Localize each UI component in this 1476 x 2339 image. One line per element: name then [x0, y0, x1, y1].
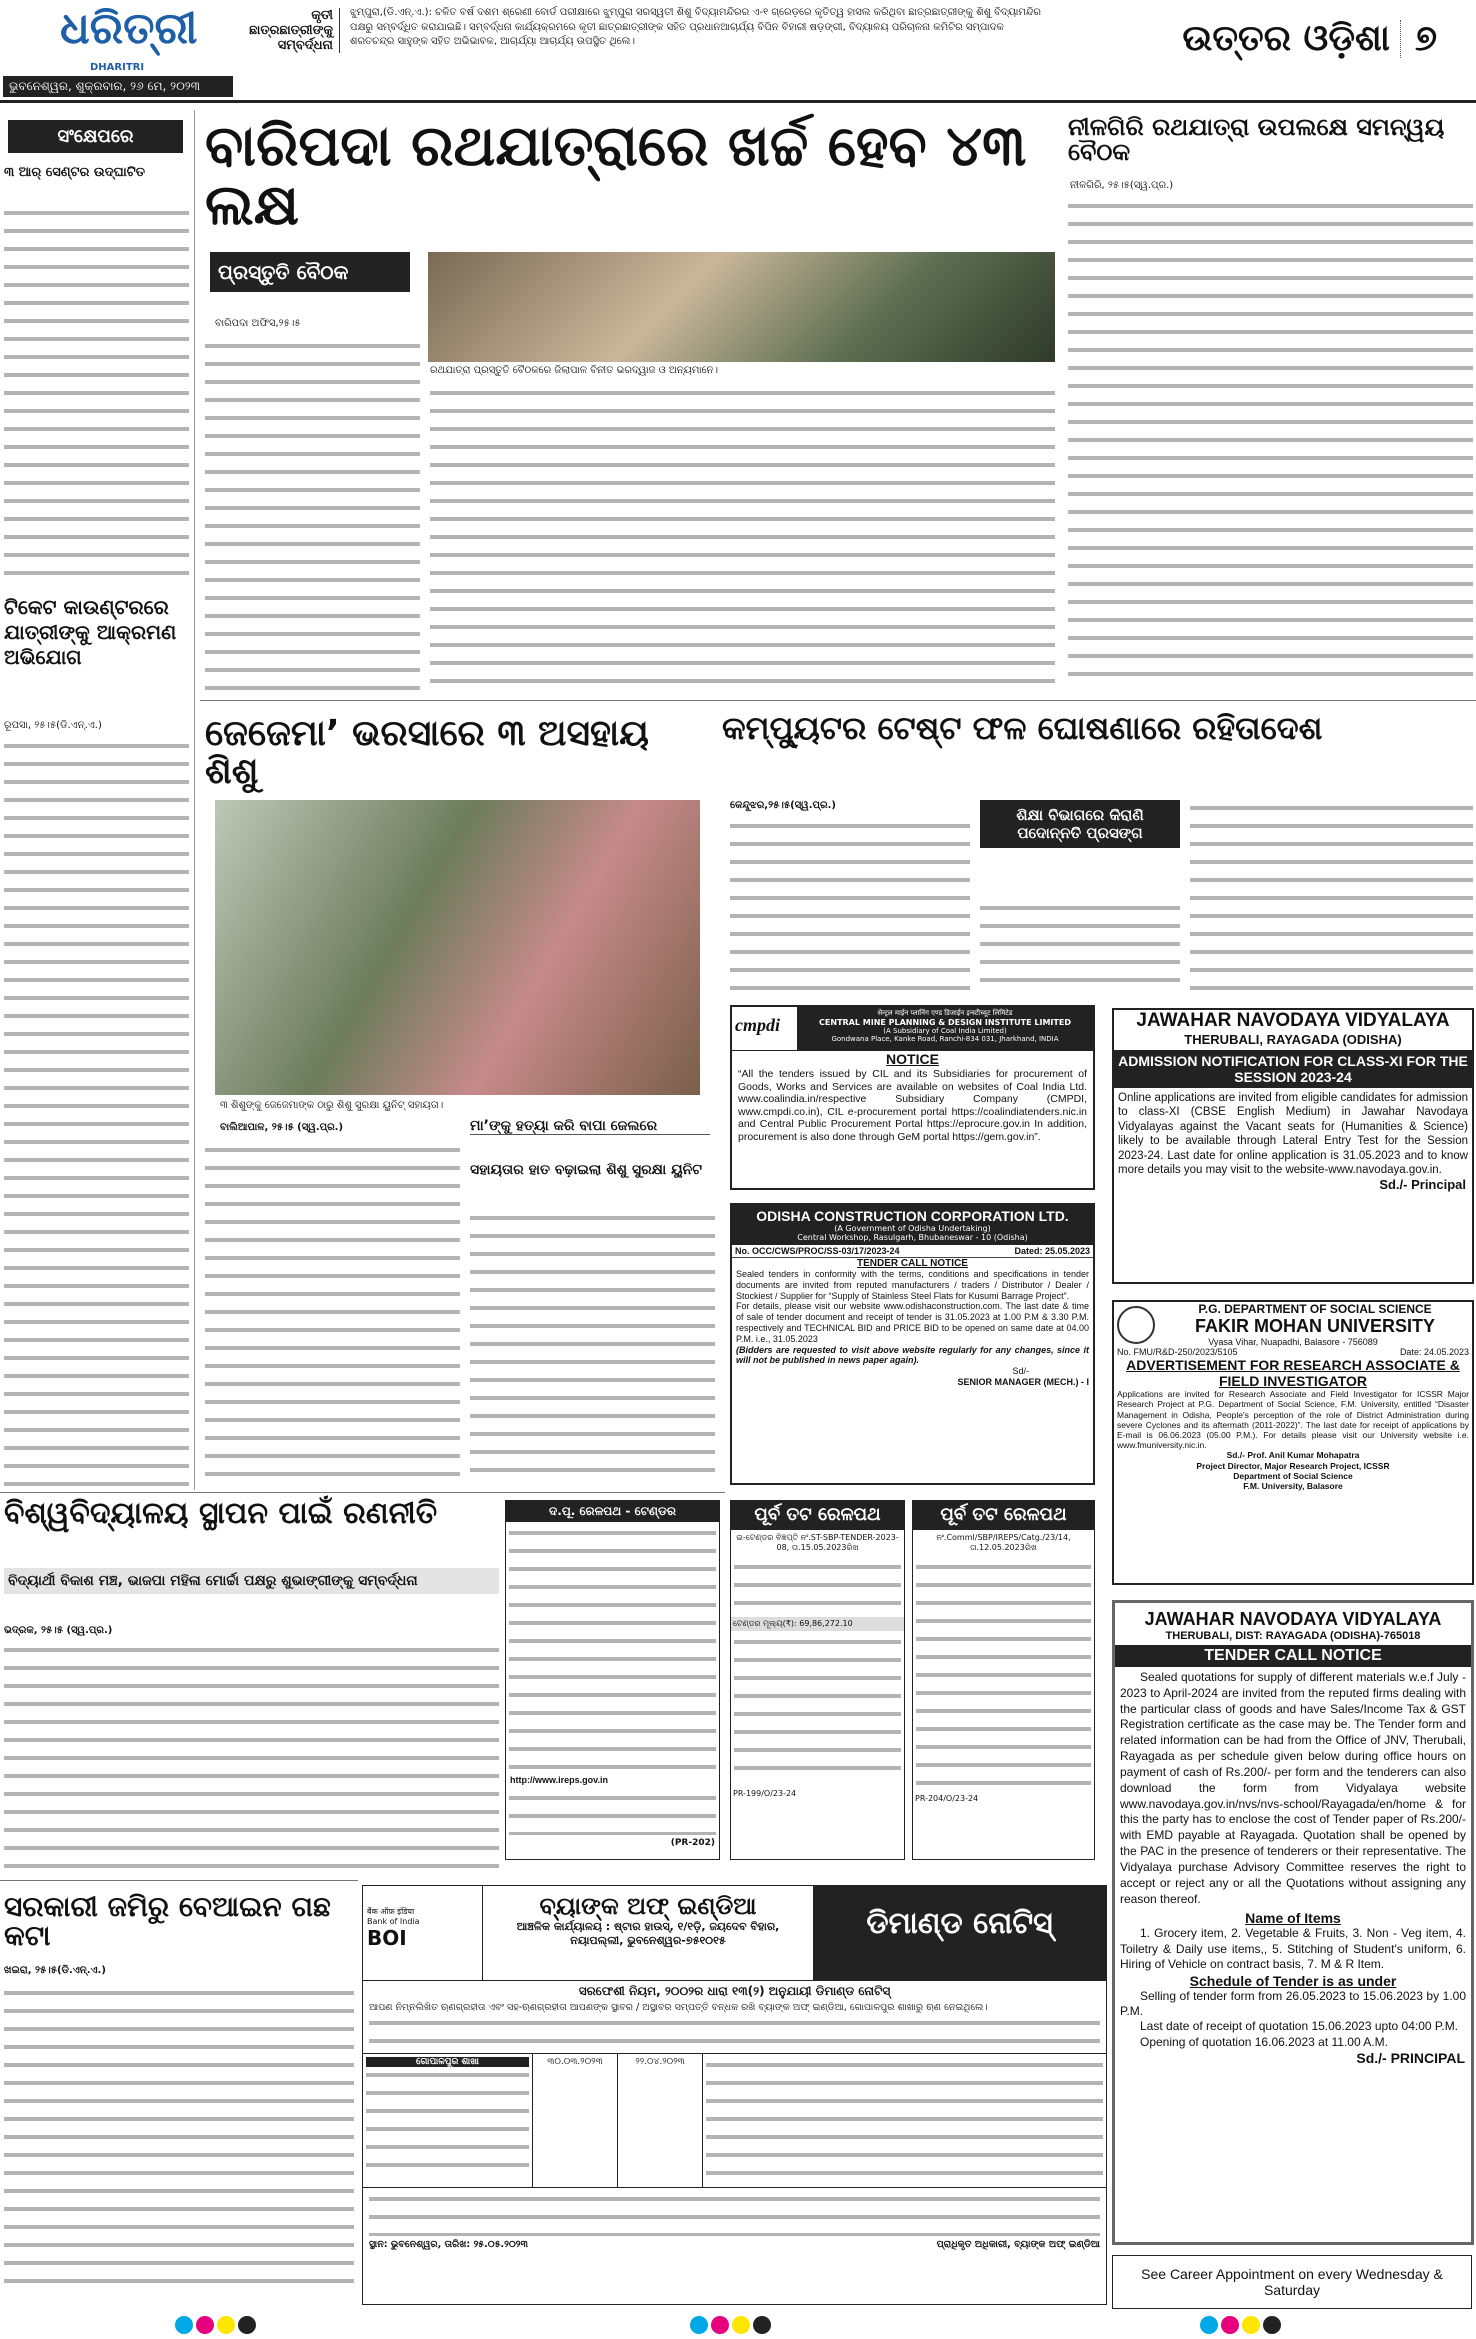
headline-university: ବିଶ୍ୱବିଦ୍ୟାଳୟ ସ୍ଥାପନ ପାଇଁ ରଣନୀତି — [4, 1496, 438, 1531]
occ-sign: Sd/- — [1012, 1366, 1029, 1377]
boi-header — [363, 1886, 1106, 1981]
divider — [200, 700, 1476, 701]
occ-body-3: (Bidders are requested to visit above website regularly for any changes, since it will not be published in news paper again). — [736, 1344, 1089, 1366]
cmpdi-logo: cmpdi — [735, 1015, 780, 1035]
subhead: ବିଦ୍ୟାର୍ଥୀ ବିକାଶ ମଞ୍ଚ, ଭାଜପା ମହିଳା ମୋର୍ଚ୍ଚା ପକ୍ଷରୁ ଶୁଭାଙ୍ଗୀଙ୍କୁ ସମ୍ବର୍ଦ୍ଧନା — [4, 1568, 499, 1594]
items-title: Name of Items — [1245, 1910, 1341, 1927]
jnv-place: THERUBALI, DIST: RAYAGADA (ODISHA)-765018 — [1165, 1630, 1421, 1642]
story-body — [430, 385, 1055, 690]
boi-table — [363, 2053, 1106, 2188]
fmu-address: Vyasa Vihar, Nuapadhi, Balasore - 756089 — [1208, 1337, 1378, 1347]
ser-title: ଦ.ପୂ. ରେଳପଥ - ଟେଣ୍ଡର — [506, 1501, 719, 1522]
newspaper-logo-en: DHARITRI — [90, 62, 145, 73]
boi-npa-date: ୩୦.୦୩.୨୦୨୩ — [533, 2054, 618, 2187]
dateline: ନୀଳଗିରି, ୨୫।୫(ସ୍ୱ.ପ୍ର.) — [1070, 180, 1174, 191]
color-registration-marks — [0, 2316, 1476, 2336]
dateline: କେନ୍ଦୁଝର,୨୫।୫(ସ୍ୱ.ପ୍ର.) — [730, 800, 836, 811]
story-body — [1068, 198, 1473, 690]
boi-title: ଡିମାଣ୍ଡ ନୋଟିସ୍ — [813, 1886, 1106, 1980]
section-title: ଉତ୍ତର ଓଡ଼ିଶା — [1182, 18, 1390, 59]
boi-logo — [363, 1886, 483, 1980]
admission-title: ADMISSION NOTIFICATION FOR CLASS-XI FOR THE SESSION 2023-24 — [1114, 1050, 1472, 1088]
jnv-name: JAWAHAR NAVODAYA VIDYALAYA — [1136, 1010, 1450, 1031]
boi-office: ଆଞ୍ଚଳିକ କାର୍ଯ୍ୟାଳୟ : ଷ୍ଟାର ହାଉସ୍, ୧/୧ଡ଼ି, ଜୟଦେବ ବିହାର, ନୟାପଲ୍ଲୀ, ଭୁବନେଶ୍ୱର-୭୫୧୦୧୫ — [516, 1920, 780, 1947]
boi-logo-en: Bank of India — [367, 1917, 420, 1926]
fmu-sign-1: Sd./- Prof. Anil Kumar Mohapatra — [1226, 1450, 1360, 1461]
ad-ecor-2 — [912, 1500, 1095, 1860]
ad-occ — [730, 1203, 1095, 1485]
schedule-item: Opening of quotation 16.06.2023 at 11.00 A.M. — [1140, 2034, 1388, 2049]
divider — [0, 1880, 358, 1881]
occ-body-1: Sealed tenders in conformity with the terms, conditions and specifications in tender documents are invited from reputed manufacturers / traders / Distributor / Dealer / Stockiest / Supplier for “Supply of Stainless Steel Flats for Kusumi Barrage Project”. — [736, 1269, 1089, 1301]
cmpdi-address: Gondwana Place, Kanke Road, Ranchi-834 031, Jharkhand, INDIA — [831, 1035, 1059, 1043]
tender-title: TENDER CALL NOTICE — [1115, 1645, 1471, 1667]
boi-place-date: ସ୍ଥାନ: ଭୁବନେଶ୍ୱର, ତାରିଖ: ୨୫.୦୫.୨୦୨୩ — [369, 2239, 528, 2250]
occ-signatory: SENIOR MANAGER (MECH.) - I — [957, 1376, 1089, 1387]
occ-date: Dated: 25.05.2023 — [1014, 1246, 1090, 1256]
cmpdi-name-block — [797, 1007, 1093, 1050]
notice-body: “All the tenders issued by CIL and its Subsidiaries for procurement of Goods, Works and Services are available on websites of Coal India Ltd. www.coalindia.in/respective Subsidiary Company (CMPDI, www.cmpdi.co.in), CIL e-procurement portal https://coalindiatenders.nic.in and Central Public Procurement Portal https://eprocure.gov.in In addition, procurement is also done through GeM portal https://gem.gov.in”. — [738, 1068, 1087, 1143]
boi-branch: ଗୋପାଳପୁର ଶାଖା — [366, 2057, 529, 2067]
teaser-text: ଝୁମ୍ପୁରା,(ଡି.ଏନ୍.ଏ.): ଚଳିତ ବର୍ଷ ଦଶମ ଶ୍ରେଣୀ ବୋର୍ଡ ପରୀକ୍ଷାରେ ଝୁମ୍ପୁରା ସରସ୍ୱତୀ ଶିଶୁ ବିଦ୍ୟାମନ୍ଦିରର ଏ-୧ ଗ୍ରେଡ଼ରେ କୃତିତ୍ୱ ହାସଲ କରିଥିବା ଛାତ୍ରଛାତ୍ରୀଙ୍କୁ ଶିଶୁ ବିଦ୍ୟାମନ୍ଦିର ପକ୍ଷରୁ ସମ୍ବର୍ଦ୍ଧିତ କରାଯାଇଛି। ସମ୍ବର୍ଦ୍ଧନା କାର୍ଯ୍ୟକ୍ରମରେ କୃତୀ ଛାତ୍ରଛାତ୍ରୀଙ୍କ ସହିତ ପ୍ରଧାନଆଚାର୍ଯ୍ୟ ବିପିନ ବିହାରୀ ଷଡ଼ଙ୍ଗୀ, ବିଦ୍ୟାଳୟ ପରିଚାଳନା କମିଟିର ସମ୍ପାଦକ ଶରତଚନ୍ଦ୍ର ସାହୁଙ୍କ ସହିତ ଅଭିଭାବକ, ଆଚାର୍ଯ୍ୟା ଆଚାର୍ଯ୍ୟ ଉପସ୍ଥିତ ଥିଲେ। — [350, 7, 1041, 47]
fmu-ref: No. FMU/R&D-250/2023/5105 — [1117, 1347, 1238, 1357]
story-body — [205, 1142, 460, 1485]
masthead — [0, 0, 1476, 98]
subhead: ମା’ଙ୍କୁ ହତ୍ୟା କରି ବାପା ଜେଲରେ — [470, 1118, 710, 1135]
fmu-sign-4: F.M. University, Balasore — [1243, 1480, 1343, 1491]
fmu-dept: P.G. DEPARTMENT OF SOCIAL SCIENCE — [1198, 1302, 1432, 1316]
notice-title: NOTICE — [886, 1051, 939, 1067]
occ-body — [732, 1269, 1093, 1388]
story-body — [205, 338, 420, 690]
story-body — [4, 1985, 354, 2292]
jnv-name: JAWAHAR NAVODAYA VIDYALAYA — [1144, 1609, 1442, 1629]
cyan-dot — [175, 2316, 193, 2334]
occ-address: Central Workshop, Rasulgarh, Bhubaneswar - 10 (Odisha) — [797, 1233, 1028, 1242]
occ-sub: (A Government of Odisha Undertaking) — [834, 1224, 991, 1233]
boi-logo-mark: BOI — [367, 1926, 407, 1950]
story-body — [730, 818, 970, 995]
newspaper-logo: ଧରିତ୍ରୀ — [60, 3, 198, 54]
story-body — [4, 1642, 499, 1870]
fmu-seal-icon — [1117, 1306, 1155, 1344]
boi-footer — [363, 2239, 1106, 2250]
fmu-date: Date: 24.05.2023 — [1399, 1347, 1469, 1357]
fmu-title: ADVERTISEMENT FOR RESEARCH ASSOCIATE & FIELD INVESTIGATOR — [1126, 1357, 1460, 1390]
ecor-body — [734, 1634, 901, 1784]
dateline: ବାରିପଦା ଅଫିସ,୨୫।୫ — [215, 318, 301, 329]
cmpdi-header — [732, 1007, 1093, 1051]
admission-sign: Sd./- Principal — [1379, 1177, 1466, 1193]
magenta-dot — [196, 2316, 214, 2334]
fmu-sign — [1114, 1450, 1472, 1491]
briefs-column — [0, 110, 195, 1490]
boi-name: ବ୍ୟାଙ୍କ ଅଫ୍ ଇଣ୍ଡିଆ — [539, 1892, 757, 1920]
brief-title: ୩ ଆର୍ ସେଣ୍ଟର ଉଦ୍‌ଘାଟିତ — [4, 165, 146, 180]
teaser-title: କୃତୀ ଛାତ୍ରଛାତ୍ରୀଙ୍କୁ ସମ୍ବର୍ଦ୍ଧନା — [240, 8, 340, 53]
cyan-dot — [690, 2316, 708, 2334]
ad-ecor-1 — [730, 1500, 905, 1860]
masthead-rule — [0, 100, 1476, 103]
ad-jnv-admission — [1112, 1008, 1474, 1284]
boi-notice-date: ୨୨.୦୪.୨୦୨୩ — [618, 2054, 703, 2187]
boi-branch-cell — [363, 2054, 533, 2187]
ser-body — [509, 1790, 716, 1835]
ser-url[interactable]: http://www.ireps.gov.in — [510, 1775, 608, 1785]
ad-ser-tender — [505, 1500, 720, 1860]
ecor-body — [916, 1559, 1091, 1789]
boi-body — [369, 2015, 1100, 2051]
boi-property-cell — [703, 2054, 1106, 2187]
photo-caption: ୩ ଶିଶୁଙ୍କୁ ଜେଜେମାଙ୍କ ଠାରୁ ଶିଶୁ ସୁରକ୍ଷା ୟୁନିଟ୍ ସହାୟତା। — [220, 1100, 444, 1111]
tender-body: Sealed quotations for supply of different materials w.e.f July - 2023 to April-2024 are invited from the reputed firms dealing with the particular class of goods and have Sales/Income Tax & GST Registration certificate as the case may be. The Tender form and related information can be had from the Office of JNV, Therubali, Rayagada as per schedule given below during office hours on payment of cash of Rs.200/- per form and the tenderers can also download the form from Vidyalaya website www.navodaya.gov.in/nvs/nvs-school/Rayagada/en/home & for this the party has to enclose the cost of Tender paper of Rs.200/- with EMD payable at Rayagada. Quotation shall be opened by the PAC in the presence of tenderers or their representative. The Vidyalaya purchase Advisory Committee reserves the right to accept or reject any or all the Quotations without assigning any reason thereof. — [1120, 1670, 1466, 1906]
story-body — [470, 1210, 715, 1485]
headline-computer-test: କମ୍ପ୍ୟୁଟର ଟେଷ୍ଟ ଫଳ ଘୋଷଣାରେ ରହିତାଦେଶ — [722, 709, 1323, 747]
ad-fmu — [1112, 1300, 1474, 1585]
schedule-item: Last date of receipt of quotation 15.06.2023 upto 04:00 P.M. — [1140, 2019, 1459, 2034]
schedule-title: Schedule of Tender is as under — [1189, 1972, 1397, 1989]
dateline: ଖଇରା, ୨୫।୫(ଡି.ଏନ୍.ଏ.) — [4, 1965, 106, 1976]
page-number: ୭ — [1400, 20, 1470, 58]
yellow-dot — [217, 2316, 235, 2334]
black-dot — [1263, 2316, 1281, 2334]
fmu-ref-row — [1114, 1347, 1472, 1357]
story-body — [1190, 800, 1473, 995]
boi-intro: ଆପଣ ନିମ୍ନଲିଖିତ ଋଣଗ୍ରହୀତା ଏବଂ ସହ-ଋଣଗ୍ରହୀତା ଆପଣଙ୍କ ସ୍ଥାବର / ଅସ୍ଥାବର ସମ୍ପତ୍ତି ବନ୍ଧକ ରଖି ବ୍ୟାଙ୍କ ଅଫ୍ ଇଣ୍ଡିଆ, ଗୋପାଳପୁର ଶାଖାରୁ ଋଣ ନେଇଥିଲେ। — [369, 2002, 988, 2013]
ecor-body — [734, 1559, 901, 1614]
headline-baripada-rathayatra: ବାରିପଦା ରଥଯାତ୍ରାରେ ଖର୍ଚ୍ଚ ହେବ ୪୩ ଲକ୍ଷ — [205, 114, 1027, 238]
yellow-dot — [1242, 2316, 1260, 2334]
ad-cmpdi — [730, 1005, 1095, 1190]
ecor-ref: ଇ-ଟେଣ୍ଡର ବିଜ୍ଞପ୍ତି ନଂ.ST-SBP-TENDER-2023-08, ତା.15.05.2023ରିଖ — [736, 1532, 899, 1552]
occ-ref-row — [732, 1245, 1093, 1258]
ser-code: (PR-202) — [670, 1838, 715, 1848]
tender-sign: Sd./- PRINCIPAL — [1356, 2049, 1465, 2066]
ecor-ref: ନଂ.Comml/SBP/IREPS/Catg./23/14, ତା.12.05.2023ରିଖ — [936, 1532, 1071, 1552]
fmu-name: FAKIR MOHAN UNIVERSITY — [1194, 1316, 1435, 1336]
ecor-code: PR-199/O/23-24 — [733, 1788, 797, 1798]
headline-nilagiri: ନୀଳଗିରି ରଥଯାତ୍ରା ଉପଲକ୍ଷେ ସମନ୍ୱୟ ବୈଠକ — [1068, 113, 1445, 167]
boi-name-block — [483, 1886, 813, 1980]
ser-body — [509, 1525, 716, 1770]
ecor-title: ପୂର୍ବ ତଟ ରେଳପଥ — [731, 1501, 904, 1530]
items-list: 1. Grocery item, 2. Vegetable & Fruits, 3. Non - Veg item, 4. Toiletry & Daily use items,, 5. Stitching of Student's uniform, 6. Hiring of Vehicle on contract basis, 7. M & R Item. — [1120, 1926, 1466, 1972]
occ-body-2: For details, please visit our website www.odishaconstruction.com. The last date & time of sale of tender document and receipt of tender is 31.05.2023 at 1.00 P.M & 3.30 P.M. respectively and TECHNICAL BID and PRICE BID to be opened on same date at 04.00 P.M. i.e., 31.05.2023 — [736, 1301, 1089, 1344]
ecor-cost: ଟେଣ୍ଡର ମୂଲ୍ୟ(₹): 69,86,272.10 — [731, 1617, 904, 1631]
children-photo — [215, 800, 700, 1095]
cyan-dot — [1200, 2316, 1218, 2334]
story-body — [980, 900, 1180, 995]
headline-jejema: ଜେଜେମା’ ଭରସାରେ ୩ ଅସହାୟ ଶିଶୁ — [205, 713, 649, 792]
kicker: ଶିକ୍ଷା ବିଭାଗରେ କିରାଣି ପଦୋନ୍ନତି ପ୍ରସଙ୍ଗ — [980, 800, 1180, 848]
meeting-photo — [428, 252, 1055, 362]
boi-subtitle: ସରଫେଶୀ ନିୟମ, ୨୦୦୨ର ଧାରା ୧୩(୨) ଅନୁଯାୟୀ ଡିମାଣ୍ଡ ନୋଟିସ୍ — [578, 1984, 891, 1998]
cmpdi-name: CENTRAL MINE PLANNING & DESIGN INSTITUTE LIMITED — [819, 1018, 1071, 1027]
subhead: ସହାୟତାର ହାତ ବଢ଼ାଇଲା ଶିଶୁ ସୁରକ୍ଷା ୟୁନିଟ — [470, 1162, 702, 1178]
dateline: ବାଲିଆପାଳ, ୨୫।୫ (ସ୍ୱ.ପ୍ର.) — [220, 1122, 344, 1133]
boi-signatory: ପ୍ରାଧିକୃତ ଅଧିକାରୀ, ବ୍ୟାଙ୍କ ଅଫ୍ ଇଣ୍ଡିଆ — [936, 2239, 1100, 2250]
edition-dateline: ଭୁବନେଶ୍ୱର, ଶୁକ୍ରବାର, ୨୬ ମେ, ୨୦୨୩ — [3, 76, 233, 97]
photo-caption: ରଥଯାତ୍ରା ପ୍ରସ୍ତୁତି ବୈଠକରେ ଜିଲାପାଳ ବିନୀତ ଭରଦ୍ୱାଜ ଓ ଅନ୍ୟମାନେ। — [430, 365, 719, 376]
fmu-sign-2: Project Director, Major Research Project, ICSSR — [1196, 1460, 1390, 1471]
briefs-heading: ସଂକ୍ଷେପରେ — [8, 120, 183, 153]
brief-title: ଟିକେଟ କାଉଣ୍ଟରରେ ଯାତ୍ରୀଙ୍କୁ ଆକ୍ରମଣ ଅଭିଯୋଗ — [4, 595, 177, 669]
kicker: ପ୍ରସ୍ତୁତି ବୈଠକ — [210, 252, 410, 292]
brief-body — [4, 738, 189, 1488]
career-banner: See Career Appointment on every Wednesday & Saturday — [1112, 2255, 1472, 2309]
ad-jnv-tender — [1112, 1600, 1474, 2245]
schedule — [1115, 1989, 1471, 2050]
cmpdi-sub: (A Subsidiary of Coal India Limited) — [883, 1027, 1007, 1035]
black-dot — [238, 2316, 256, 2334]
headline-tree-felling: ସରକାରୀ ଜମିରୁ ବେଆଇନ ଗଛ କଟା — [4, 1890, 331, 1953]
fmu-sign-3: Department of Social Science — [1233, 1470, 1353, 1481]
ad-boi-demand-notice — [362, 1885, 1107, 2305]
brief-body — [4, 205, 189, 583]
brief-dateline: ରୂପସା, ୨୫।୫(ଡି.ଏନ୍.ଏ.) — [4, 720, 102, 731]
occ-header — [732, 1205, 1093, 1245]
yellow-dot — [732, 2316, 750, 2334]
magenta-dot — [711, 2316, 729, 2334]
boi-logo-hindi: बैंक ऑफ़ इंडिया — [367, 1907, 415, 1916]
fmu-body: Applications are invited for Research Associate and Field Investigator for ICSSR Major Research Project at P.G. Department of Social Science, F.M. University, entitled “Disaster Management in Odisha, People's perception of the role of District Administration during severe Cyclones and its aftermath (2011-2022)”. The last date for receipt of applications by E-mail is 06.06.2023 (05.00 P.M.). For details please visit our University website i.e. www.fmuniversity.nic.in. — [1117, 1389, 1469, 1451]
occ-name: ODISHA CONSTRUCTION CORPORATION LTD. — [756, 1208, 1069, 1224]
cmpdi-name-hindi: सेन्ट्रल माईन प्लानिंग एण्ड डिजाईन इन्स्टीच्यूट लिमिटेड — [877, 1009, 1013, 1017]
dateline: ଭଦ୍ରକ, ୨୫।୫ (ସ୍ୱ.ପ୍ର.) — [4, 1625, 113, 1636]
occ-ref: No. OCC/CWS/PROC/SS-03/17/2023-24 — [735, 1246, 900, 1256]
admission-body: Online applications are invited from eligible candidates for admission to class-XI (CBSE English Medium) in Jawahar Navodaya Vidyalayas against the Vacant seats for (Humanities & Science) likely to be available through Lateral Entry Test for the Session 2023-24. Last date for online application is 31.05.2023 and to know more details you may visit to the website-www.navodaya.gov.in. — [1118, 1092, 1468, 1176]
jnv-place: THERUBALI, RAYAGADA (ODISHA) — [1184, 1032, 1402, 1047]
magenta-dot — [1221, 2316, 1239, 2334]
ecor-title: ପୂର୍ବ ତଟ ରେଳପଥ — [913, 1501, 1094, 1530]
boi-body — [369, 2191, 1100, 2236]
schedule-item: Selling of tender form from 26.05.2023 to 15.06.2023 by 1.00 P.M. — [1120, 1988, 1466, 2018]
black-dot — [753, 2316, 771, 2334]
ecor-code: PR-204/O/23-24 — [915, 1793, 979, 1803]
divider — [0, 1492, 725, 1493]
tender-title: TENDER CALL NOTICE — [857, 1258, 968, 1269]
